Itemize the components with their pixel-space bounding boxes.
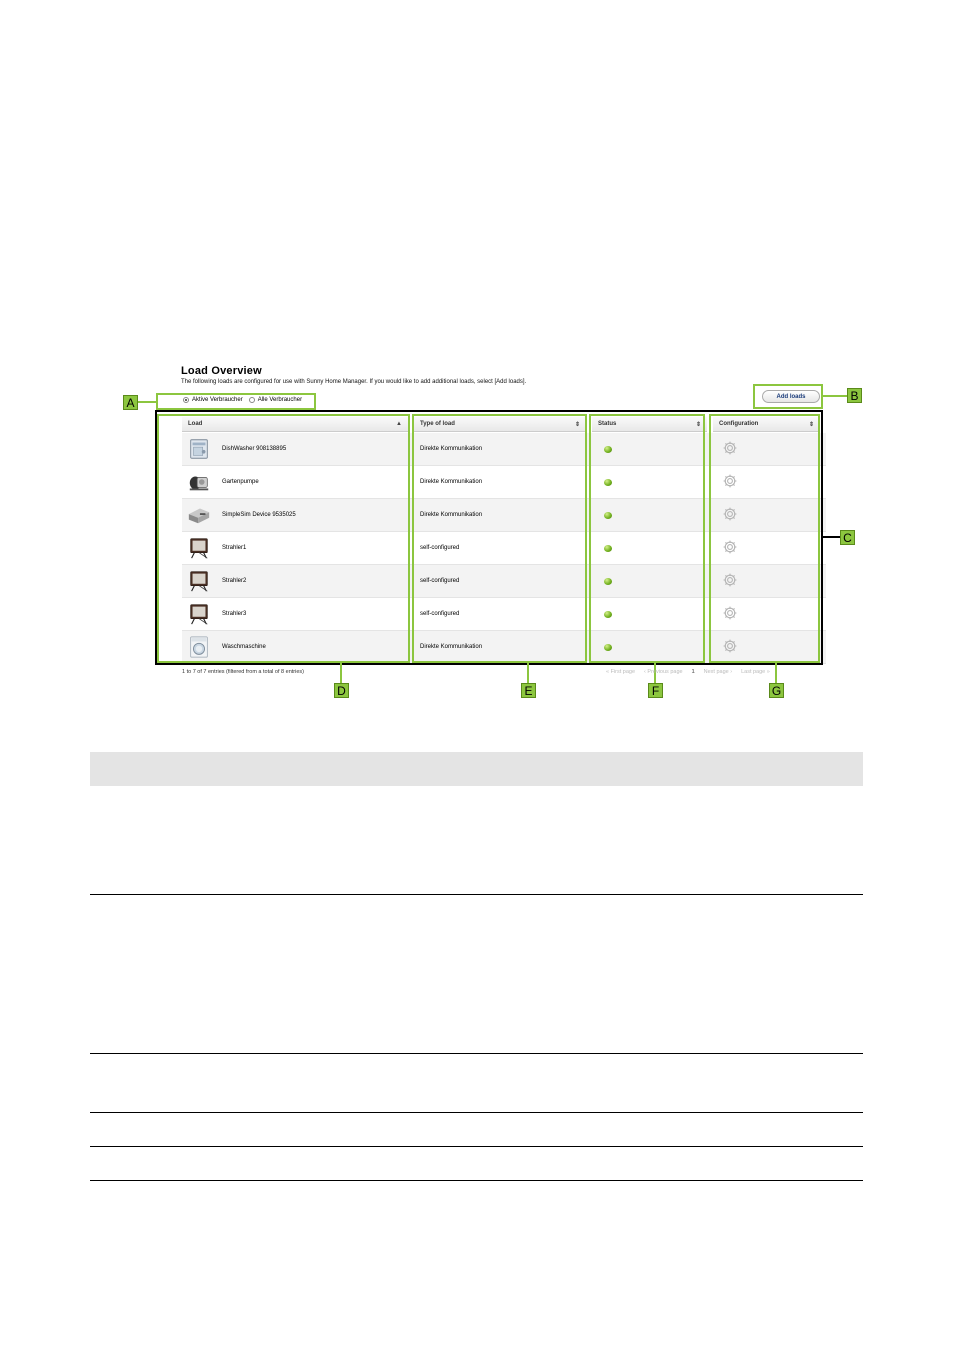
divider [90,1112,863,1113]
divider [90,1180,863,1181]
sort-icon: ⇕ [574,421,580,428]
col-header-configuration[interactable]: Configuration ⇕ [713,417,820,432]
load-name: Gartenpumpe [222,479,259,485]
type-cell: self-configured [420,545,460,551]
col-header-status[interactable]: Status ⇕ [592,417,707,432]
divider [90,894,863,895]
callout-line-a [138,401,156,403]
callout-line-e [527,663,529,683]
pagination [606,669,770,675]
callout-box-b [753,384,823,409]
col-header-type[interactable]: Type of load ⇕ [414,417,586,432]
callout-label-d: D [334,683,349,698]
type-cell: Direkte Kommunikation [420,479,483,485]
load-name: Strahler2 [222,578,247,584]
load-name: Strahler3 [222,611,247,617]
type-cell: self-configured [420,578,460,584]
callout-line-b [823,395,847,397]
load-name: Waschmaschine [222,644,266,650]
current-page[interactable]: 1 [691,669,695,675]
callout-box-d [157,414,410,663]
type-cell: self-configured [420,611,460,617]
type-cell: Direkte Kommunikation [420,644,483,650]
page-subtitle: The following loads are configured for use with Sunny Home Manager. If you would like to add additional loads, select [Add loads]. [181,379,527,385]
sort-icon: ⇕ [695,421,701,428]
last-page-link[interactable]: Last page » [741,669,770,675]
radio-active-loads-label[interactable]: Aktive Verbraucher [192,397,243,403]
load-name: SimpleSim Device 9535025 [222,512,296,518]
sort-icon: ⇕ [808,421,814,428]
callout-label-f: F [648,683,663,698]
col-header-load[interactable]: Load ▲ [182,417,408,432]
divider [90,1053,863,1054]
callout-box-a [156,393,316,410]
load-name: Strahler1 [222,545,247,551]
callout-line-g [775,663,777,683]
first-page-link[interactable]: « First page [606,669,636,675]
callout-label-b: B [847,388,862,403]
table-info: 1 to 7 of 7 entries (filtered from a total of 8 entries) [182,669,304,675]
add-loads-button[interactable]: Add loads [762,390,820,403]
callout-label-e: E [521,683,536,698]
previous-page-link[interactable]: ‹ Previous page [644,669,683,675]
load-name: DishWasher 908138895 [222,446,287,452]
callout-line-d [340,663,342,683]
callout-box-e [412,414,587,663]
divider [90,1146,863,1147]
callout-line-c [823,536,840,538]
type-cell: Direkte Kommunikation [420,446,483,452]
radio-all-loads-label[interactable]: Alle Verbraucher [257,397,303,403]
legend-table-header [90,752,863,786]
callout-label-a: A [123,395,138,410]
sort-asc-icon: ▲ [396,421,402,427]
callout-label-c: C [840,530,855,545]
next-page-link[interactable]: Next page › [703,669,733,675]
callout-box-g [709,414,820,663]
page-title: Load Overview [181,365,262,377]
callout-box-f [589,414,705,663]
type-cell: Direkte Kommunikation [420,512,483,518]
callout-label-g: G [769,683,784,698]
